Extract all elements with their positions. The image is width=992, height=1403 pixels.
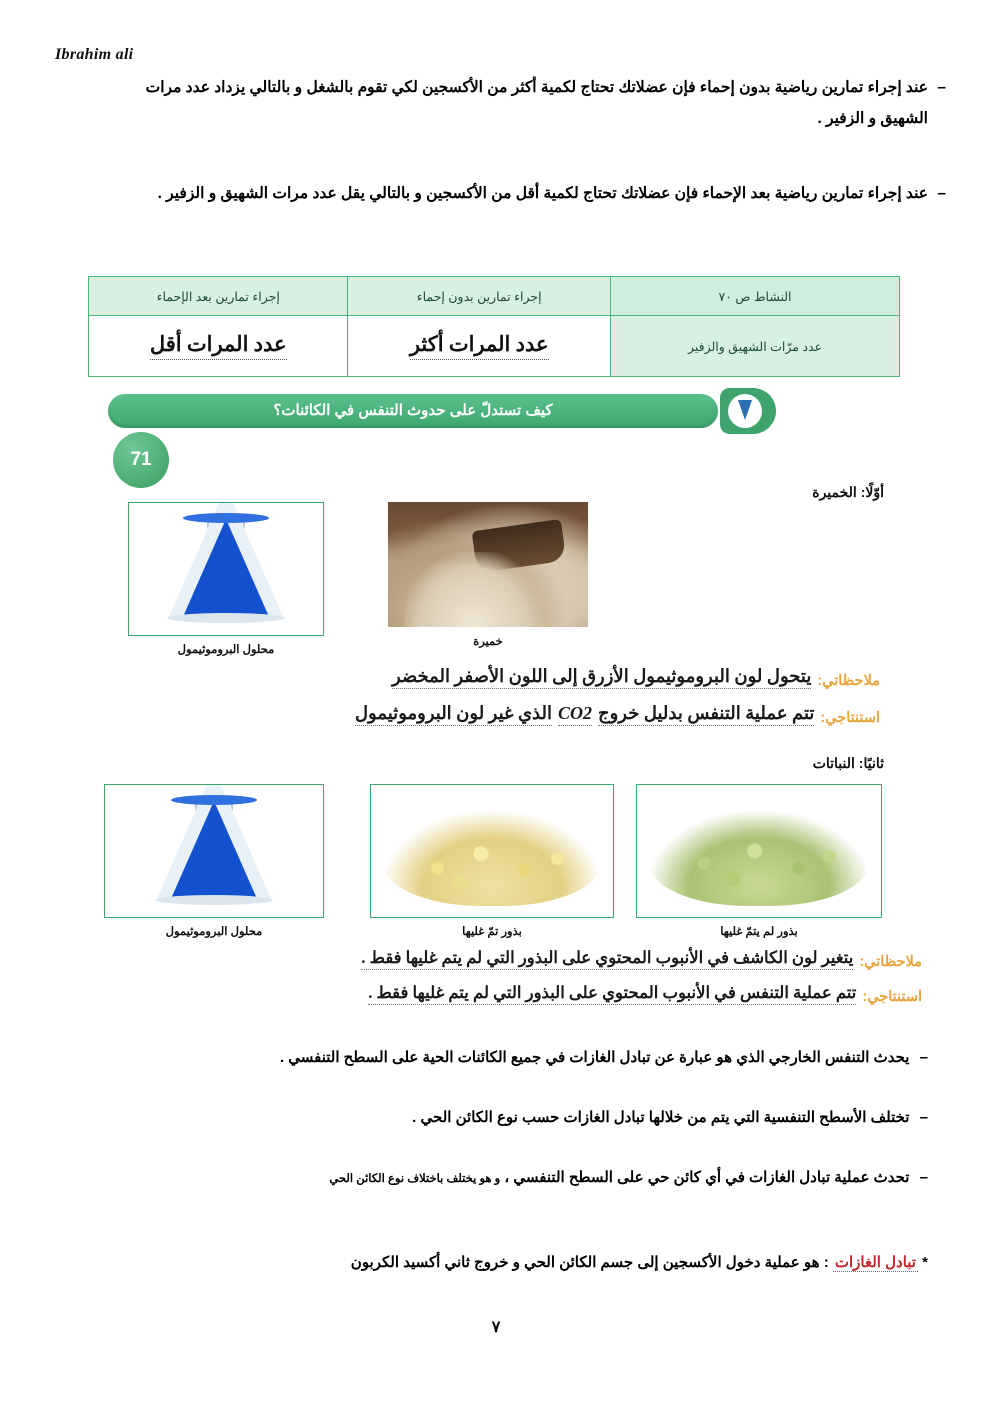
- section-label-plants: ثانيًا: النباتات: [812, 755, 884, 771]
- flask-illustration: [129, 503, 323, 635]
- conclusion-answer: تتم عملية التنفس في الأنبوب المحتوي على البذور التي لم يتم غليها فقط .: [368, 983, 856, 1005]
- bullet-dash: –: [919, 1169, 928, 1186]
- bullet-subnote: و هو يختلف باختلاف نوع الكائن الحي: [329, 1173, 501, 1185]
- bullet-paragraph: [118, 72, 946, 134]
- conclusion-answer-part1: تتم عملية التنفس بدليل خروج: [598, 703, 814, 726]
- page-number: ٧: [491, 1319, 501, 1336]
- flask-liquid-surface: [183, 513, 269, 523]
- conclusion-label: استنتاجي:: [862, 989, 922, 1005]
- definition-term: تبادل الغازات: [834, 1254, 916, 1271]
- author-name: Ibrahim ali: [55, 46, 134, 63]
- bullet-text: عند إجراء تمارين رياضية بدون إحماء فإن عضلاتك تحتاج لكمية أكثر من الأكسجين لكي تقوم بالشغل و بالتالي يزداد عدد مرات الشهيق و الزفير .: [145, 79, 928, 127]
- yeast-photo: [388, 502, 588, 627]
- bullet-paragraph: [108, 1108, 928, 1126]
- activity-table: [88, 276, 900, 377]
- flask-liquid: [170, 801, 258, 901]
- yeast-mound: [404, 552, 544, 627]
- bullet-paragraph: [108, 1048, 928, 1066]
- conclusion-label: استنتاجي:: [820, 710, 880, 726]
- observation-label: ملاحظاتي:: [817, 673, 880, 689]
- table-header-after-warmup: إجراء تمارين بعد الإحماء: [89, 277, 348, 316]
- table-header-without-warmup: إجراء تمارين بدون إحماء: [348, 277, 611, 316]
- bullet-dash: –: [937, 185, 946, 202]
- flask-liquid-surface: [171, 795, 257, 805]
- conclusion-row-2: [368, 983, 922, 1005]
- observation-row-1: [392, 666, 880, 689]
- definition-star: *: [922, 1254, 928, 1271]
- flask-illustration: [105, 785, 323, 917]
- question-banner-text: كيف تستدلّ على حدوث التنفس في الكائنات؟: [273, 402, 553, 419]
- bullet-text: يحدث التنفس الخارجي الذي هو عبارة عن تبادل الغازات في جميع الكائنات الحية على السطح التنفسي .: [279, 1049, 910, 1066]
- table-cell-row-label: عدد مرّات الشهيق والزفير: [611, 316, 900, 377]
- figure-bromothymol-flask-1: [128, 502, 324, 656]
- table-header-activity: النشاط ص ۷۰: [611, 277, 900, 316]
- definition-line: [108, 1253, 928, 1271]
- page-badge: 71: [113, 432, 169, 488]
- figure-caption: بذور تمّ غليها: [462, 926, 522, 938]
- boiled-seeds-photo: [371, 785, 613, 917]
- figure-caption: محلول البروموثيمول: [165, 926, 263, 938]
- figure-unboiled-seeds: [636, 784, 882, 938]
- conclusion-answer-part2: الذي غير لون البروموثيمول: [355, 703, 552, 726]
- observation-answer: يتغير لون الكاشف في الأنبوب المحتوي على البذور التي لم يتم غليها فقط .: [361, 948, 853, 970]
- definition-text: : هو عملية دخول الأكسجين إلى جسم الكائن الحي و خروج ثاني أكسيد الكربون: [350, 1254, 829, 1271]
- figure-caption: خميرة: [473, 636, 503, 648]
- flask-icon-inner: [728, 394, 762, 428]
- question-banner: [108, 394, 776, 428]
- bullet-text: تختلف الأسطح التنفسية التي يتم من خلالها تبادل الغازات حسب نوع الكائن الحي .: [412, 1109, 910, 1126]
- bullet-dash: –: [919, 1109, 928, 1126]
- seed-pile: [649, 811, 869, 906]
- table-header-row: [89, 277, 900, 316]
- observation-row-2: [361, 948, 922, 970]
- table-row: [89, 316, 900, 377]
- conclusion-answer-formula: CO2: [558, 703, 592, 726]
- figure-yeast-photo: [388, 502, 588, 648]
- bullet-paragraph: [118, 178, 946, 209]
- figure-caption: محلول البروموثيمول: [177, 644, 275, 656]
- conclusion-row-1: [355, 703, 880, 726]
- bullet-text: تحدث عملية تبادل الغازات في أي كائن حي على السطح التنفسي ،: [504, 1169, 910, 1186]
- section-label-yeast: أوّلًا: الخميرة: [812, 484, 884, 500]
- figure-caption: بذور لم يتمّ غليها: [720, 926, 798, 938]
- flask-base: [167, 613, 285, 623]
- flask-icon: [720, 388, 776, 434]
- flask-base: [155, 895, 273, 905]
- figure-bromothymol-flask-2: [104, 784, 324, 938]
- observation-label: ملاحظاتي:: [859, 954, 922, 970]
- handwritten-answer: عدد المرات أقل: [150, 332, 287, 360]
- unboiled-seeds-photo: [637, 785, 881, 917]
- bullet-text: عند إجراء تمارين رياضية بعد الإحماء فإن عضلاتك تحتاج لكمية أقل من الأكسجين و بالتالي يقل عدد مرات الشهيق و الزفير .: [157, 185, 928, 202]
- handwritten-answer: عدد المرات أكثر: [410, 332, 549, 360]
- observation-answer: يتحول لون البروموثيمول الأزرق إلى اللون الأصفر المخضر: [392, 666, 811, 689]
- bullet-dash: –: [937, 79, 946, 96]
- figure-boiled-seeds: [370, 784, 614, 938]
- flask-liquid: [182, 519, 270, 619]
- bullet-dash: –: [919, 1049, 928, 1066]
- seed-pile: [383, 811, 601, 906]
- table-cell-after-warmup: [89, 316, 348, 377]
- bullet-paragraph: [108, 1168, 928, 1186]
- question-banner-pill: [108, 394, 718, 428]
- table-cell-without-warmup: [348, 316, 611, 377]
